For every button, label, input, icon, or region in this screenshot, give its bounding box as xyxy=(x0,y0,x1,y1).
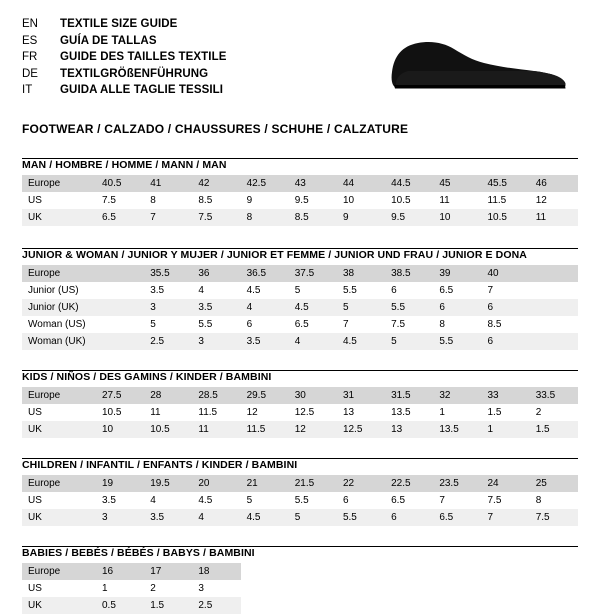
cell: 8 xyxy=(241,209,289,226)
cell: 4 xyxy=(289,333,337,350)
cell: 31.5 xyxy=(385,387,433,404)
row-label: Woman (US) xyxy=(22,316,96,333)
cell: 6.5 xyxy=(96,209,144,226)
cell: 10 xyxy=(433,209,481,226)
cell: 12.5 xyxy=(289,404,337,421)
cell: 16 xyxy=(96,563,144,580)
cell: 10.5 xyxy=(144,421,192,438)
cell: 6 xyxy=(337,492,385,509)
cell: 13.5 xyxy=(385,404,433,421)
cell: 44 xyxy=(337,175,385,192)
cell: 44.5 xyxy=(385,175,433,192)
table-row xyxy=(22,333,578,350)
table-row xyxy=(22,175,578,192)
cell: 6 xyxy=(241,316,289,333)
cell: 3.5 xyxy=(241,333,289,350)
cell xyxy=(530,299,578,316)
cell: 3 xyxy=(192,580,240,597)
cell: 19.5 xyxy=(144,475,192,492)
cell-empty xyxy=(241,563,289,580)
cell: 25 xyxy=(530,475,578,492)
cell: 21.5 xyxy=(289,475,337,492)
cell: 0.5 xyxy=(96,597,144,614)
cell: 11.5 xyxy=(192,404,240,421)
cell: 4 xyxy=(192,509,240,526)
cell: 9.5 xyxy=(289,192,337,209)
cell: 11 xyxy=(144,404,192,421)
row-label: Europe xyxy=(22,175,96,192)
cell: 4.5 xyxy=(241,282,289,299)
cell: 4.5 xyxy=(241,509,289,526)
cell: 2 xyxy=(530,404,578,421)
cell: 8 xyxy=(433,316,481,333)
row-label: Junior (UK) xyxy=(22,299,96,316)
cell: 7 xyxy=(337,316,385,333)
cell: 37.5 xyxy=(289,265,337,282)
cell: 2.5 xyxy=(144,333,192,350)
cell: 38.5 xyxy=(385,265,433,282)
cell: 32 xyxy=(433,387,481,404)
cell xyxy=(96,265,144,282)
cell: 11 xyxy=(192,421,240,438)
cell: 8.5 xyxy=(482,316,530,333)
cell: 4.5 xyxy=(192,492,240,509)
language-code: EN xyxy=(22,18,38,30)
cell: 4.5 xyxy=(289,299,337,316)
cell: 24 xyxy=(482,475,530,492)
cell: 40.5 xyxy=(96,175,144,192)
cell: 35.5 xyxy=(144,265,192,282)
cell: 6 xyxy=(482,299,530,316)
table-row xyxy=(22,563,578,580)
table-row xyxy=(22,475,578,492)
cell: 4.5 xyxy=(337,333,385,350)
cell: 7.5 xyxy=(482,492,530,509)
language-row xyxy=(22,33,227,50)
cell: 6.5 xyxy=(433,509,481,526)
cell xyxy=(96,333,144,350)
cell: 12.5 xyxy=(337,421,385,438)
cell: 5 xyxy=(241,492,289,509)
cell: 5.5 xyxy=(337,509,385,526)
cell: 46 xyxy=(530,175,578,192)
cell: 27.5 xyxy=(96,387,144,404)
cell xyxy=(530,282,578,299)
cell: 7.5 xyxy=(192,209,240,226)
cell: 2 xyxy=(144,580,192,597)
size-table-kids xyxy=(22,387,578,438)
cell: 19 xyxy=(96,475,144,492)
cell: 5 xyxy=(385,333,433,350)
section-title: BABIES / BEBÉS / BÉBÉS / BABYS / BAMBINI xyxy=(22,547,255,559)
cell: 4 xyxy=(192,282,240,299)
cell: 9 xyxy=(241,192,289,209)
cell: 21 xyxy=(241,475,289,492)
language-row xyxy=(22,16,227,33)
section-title: KIDS / NIÑOS / DES GAMINS / KINDER / BAMBINI xyxy=(22,371,272,383)
cell: 13 xyxy=(385,421,433,438)
cell: 30 xyxy=(289,387,337,404)
table-row xyxy=(22,316,578,333)
cell: 31 xyxy=(337,387,385,404)
cell: 6.5 xyxy=(289,316,337,333)
cell: 10.5 xyxy=(385,192,433,209)
cell: 3 xyxy=(192,333,240,350)
language-row xyxy=(22,49,227,66)
cell: 28 xyxy=(144,387,192,404)
cell xyxy=(530,265,578,282)
cell: 6 xyxy=(385,282,433,299)
table-row xyxy=(22,299,578,316)
language-title: GUIDE DES TAILLES TEXTILE xyxy=(60,51,227,63)
cell: 10 xyxy=(337,192,385,209)
cell: 13.5 xyxy=(433,421,481,438)
cell: 10 xyxy=(96,421,144,438)
section-babies xyxy=(22,546,578,614)
cell: 7.5 xyxy=(385,316,433,333)
cell-empty xyxy=(337,563,385,580)
cell: 28.5 xyxy=(192,387,240,404)
cell: 4 xyxy=(241,299,289,316)
row-label: UK xyxy=(22,597,96,614)
row-label: Woman (UK) xyxy=(22,333,96,350)
cell: 5.5 xyxy=(192,316,240,333)
row-label: US xyxy=(22,192,96,209)
cell: 45 xyxy=(433,175,481,192)
cell: 3.5 xyxy=(144,509,192,526)
dress-shoe-icon xyxy=(384,32,574,94)
cell: 39 xyxy=(433,265,481,282)
cell: 13 xyxy=(337,404,385,421)
language-code: DE xyxy=(22,67,38,80)
language-code: FR xyxy=(22,51,38,63)
section-man xyxy=(22,158,578,226)
row-label: Europe xyxy=(22,387,96,404)
language-code: IT xyxy=(22,84,33,96)
cell: 45.5 xyxy=(482,175,530,192)
cell-empty xyxy=(289,580,337,597)
cell: 36.5 xyxy=(241,265,289,282)
cell: 7 xyxy=(144,209,192,226)
cell-empty xyxy=(241,580,289,597)
cell: 5.5 xyxy=(289,492,337,509)
cell xyxy=(530,316,578,333)
cell: 5.5 xyxy=(385,299,433,316)
cell: 11.5 xyxy=(482,192,530,209)
cell: 4 xyxy=(144,492,192,509)
cell: 3.5 xyxy=(192,299,240,316)
cell-empty xyxy=(385,580,433,597)
cell: 6.5 xyxy=(433,282,481,299)
cell: 22 xyxy=(337,475,385,492)
cell: 12 xyxy=(241,404,289,421)
document-header xyxy=(22,16,578,110)
cell: 6 xyxy=(385,509,433,526)
cell: 29.5 xyxy=(241,387,289,404)
row-label: UK xyxy=(22,209,96,226)
cell-empty xyxy=(530,580,578,597)
language-title: GUÍA DE TALLAS xyxy=(60,34,157,47)
cell: 8 xyxy=(530,492,578,509)
cell: 7 xyxy=(433,492,481,509)
cell: 3 xyxy=(144,299,192,316)
cell: 8.5 xyxy=(192,192,240,209)
cell: 8 xyxy=(144,192,192,209)
cell xyxy=(96,316,144,333)
cell: 2.5 xyxy=(192,597,240,614)
cell: 3.5 xyxy=(144,282,192,299)
cell: 7 xyxy=(482,509,530,526)
table-row xyxy=(22,404,578,421)
table-row xyxy=(22,265,578,282)
cell: 5 xyxy=(289,509,337,526)
cell-empty xyxy=(289,563,337,580)
size-table-junior-woman xyxy=(22,265,578,350)
cell-empty xyxy=(530,563,578,580)
cell: 1.5 xyxy=(530,421,578,438)
table-row xyxy=(22,387,578,404)
cell: 6 xyxy=(433,299,481,316)
cell: 22.5 xyxy=(385,475,433,492)
cell: 33.5 xyxy=(530,387,578,404)
row-label: US xyxy=(22,492,96,509)
cell: 10.5 xyxy=(96,404,144,421)
cell-empty xyxy=(433,580,481,597)
cell: 40 xyxy=(482,265,530,282)
cell xyxy=(96,282,144,299)
section-kids xyxy=(22,370,578,438)
cell xyxy=(96,299,144,316)
cell: 12 xyxy=(289,421,337,438)
cell-empty xyxy=(385,563,433,580)
cell: 11.5 xyxy=(241,421,289,438)
row-label: Europe xyxy=(22,475,96,492)
cell: 6.5 xyxy=(385,492,433,509)
section-title: CHILDREN / INFANTIL / ENFANTS / KINDER / BAMBINI xyxy=(22,459,298,471)
cell: 7.5 xyxy=(96,192,144,209)
cell-empty xyxy=(337,580,385,597)
cell: 1 xyxy=(96,580,144,597)
table-row xyxy=(22,509,578,526)
cell: 7 xyxy=(482,282,530,299)
row-label: Europe xyxy=(22,265,96,282)
cell: 33 xyxy=(482,387,530,404)
table-row xyxy=(22,192,578,209)
table-row xyxy=(22,580,578,597)
section-title: JUNIOR & WOMAN / JUNIOR Y MUJER / JUNIOR ET FEMME / JUNIOR UND FRAU / JUNIOR E DONA xyxy=(22,249,527,261)
cell: 36 xyxy=(192,265,240,282)
row-label: UK xyxy=(22,421,96,438)
row-label: US xyxy=(22,580,96,597)
cell-empty xyxy=(482,563,530,580)
cell: 9 xyxy=(337,209,385,226)
cell: 9.5 xyxy=(385,209,433,226)
cell: 10.5 xyxy=(482,209,530,226)
cell: 17 xyxy=(144,563,192,580)
cell: 5.5 xyxy=(433,333,481,350)
cell: 18 xyxy=(192,563,240,580)
cell: 3 xyxy=(96,509,144,526)
cell: 42 xyxy=(192,175,240,192)
row-label: Europe xyxy=(22,563,96,580)
table-row xyxy=(22,492,578,509)
size-table-children xyxy=(22,475,578,526)
cell: 1.5 xyxy=(144,597,192,614)
cell: 5 xyxy=(337,299,385,316)
cell: 8.5 xyxy=(289,209,337,226)
cell: 23.5 xyxy=(433,475,481,492)
language-code: ES xyxy=(22,34,38,47)
cell: 7.5 xyxy=(530,509,578,526)
language-row xyxy=(22,82,227,99)
section-title: MAN / HOMBRE / HOMME / MANN / MAN xyxy=(22,159,227,171)
cell: 6 xyxy=(482,333,530,350)
language-title: GUIDA ALLE TAGLIE TESSILI xyxy=(60,84,224,96)
cell: 43 xyxy=(289,175,337,192)
cell: 5.5 xyxy=(337,282,385,299)
cell: 11 xyxy=(433,192,481,209)
footwear-category-heading: FOOTWEAR / CALZADO / CHAUSSURES / SCHUHE / CALZATURE xyxy=(22,122,409,136)
cell: 20 xyxy=(192,475,240,492)
cell: 12 xyxy=(530,192,578,209)
cell: 1.5 xyxy=(482,404,530,421)
cell: 42.5 xyxy=(241,175,289,192)
language-row xyxy=(22,66,227,83)
language-titles xyxy=(22,16,227,99)
cell: 1 xyxy=(433,404,481,421)
row-label: US xyxy=(22,404,96,421)
cell: 1 xyxy=(482,421,530,438)
language-title: TEXTILE SIZE GUIDE xyxy=(60,18,178,30)
table-row xyxy=(22,282,578,299)
cell-empty xyxy=(482,580,530,597)
cell: 5 xyxy=(144,316,192,333)
size-table-babies xyxy=(22,563,578,614)
cell-empty xyxy=(433,563,481,580)
section-junior-woman xyxy=(22,248,578,350)
row-label: Junior (US) xyxy=(22,282,96,299)
size-table-man xyxy=(22,175,578,226)
cell: 38 xyxy=(337,265,385,282)
cell xyxy=(530,333,578,350)
language-title: TEXTILGRÖßENFÜHRUNG xyxy=(60,67,209,80)
table-row xyxy=(22,209,578,226)
cell: 11 xyxy=(530,209,578,226)
cell: 3.5 xyxy=(96,492,144,509)
cell: 41 xyxy=(144,175,192,192)
cell: 5 xyxy=(289,282,337,299)
section-children xyxy=(22,458,578,526)
table-row xyxy=(22,421,578,438)
row-label: UK xyxy=(22,509,96,526)
